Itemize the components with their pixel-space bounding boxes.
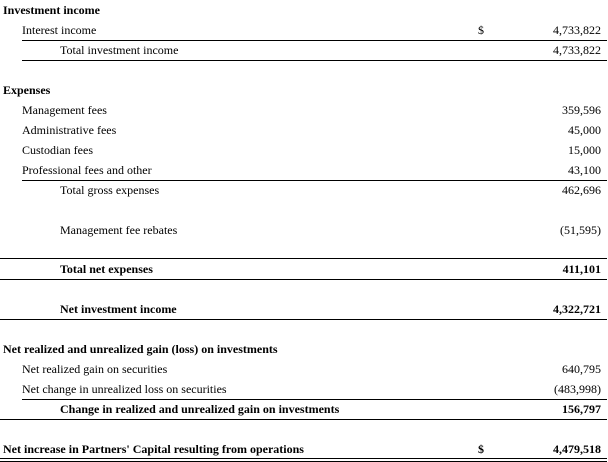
change-in-gain-value: 156,797 <box>562 402 601 416</box>
expenses-heading-row <box>0 80 608 100</box>
net-investment-income-label: Net investment income <box>60 302 177 316</box>
list-item <box>0 120 608 140</box>
total-gross-expenses-label: Total gross expenses <box>60 183 160 197</box>
total-investment-income-row <box>0 40 608 60</box>
net-increase-label: Net increase in Partners' Capital resulting from operations <box>3 442 304 456</box>
realized-gain-value: 640,795 <box>562 362 601 376</box>
expense-value: 359,596 <box>562 103 601 117</box>
double-underline <box>0 458 607 462</box>
expense-label: Administrative fees <box>22 123 117 137</box>
realized-gain-row <box>0 359 608 379</box>
gains-heading-row <box>0 339 608 359</box>
unrealized-loss-row <box>0 379 608 399</box>
expense-value: 15,000 <box>568 143 601 157</box>
divider <box>22 60 607 61</box>
list-item <box>0 160 608 180</box>
expense-value: 45,000 <box>568 123 601 137</box>
total-investment-income-label: Total investment income <box>60 43 179 57</box>
total-gross-expenses-value: 462,696 <box>562 183 601 197</box>
management-fee-rebates-label: Management fee rebates <box>60 223 178 237</box>
unrealized-loss-value: (483,998) <box>554 382 601 396</box>
investment-income-heading-row <box>0 0 608 20</box>
expense-label: Custodian fees <box>22 143 93 157</box>
total-net-expenses-row <box>0 259 608 279</box>
net-increase-currency: $ <box>478 442 484 456</box>
total-investment-income-value: 4,733,822 <box>553 43 601 57</box>
gains-heading: Net realized and unrealized gain (loss) on investments <box>3 342 278 356</box>
management-fee-rebates-value: (51,595) <box>560 223 601 237</box>
interest-income-value: 4,733,822 <box>553 23 601 37</box>
expenses-heading: Expenses <box>3 83 51 97</box>
total-net-expenses-value: 411,101 <box>562 262 601 276</box>
total-gross-expenses-row <box>0 180 608 200</box>
divider <box>0 319 607 320</box>
expense-value: 43,100 <box>568 163 601 177</box>
interest-income-row <box>0 20 608 40</box>
net-investment-income-value: 4,322,721 <box>553 302 601 316</box>
total-net-expenses-label: Total net expenses <box>60 262 153 276</box>
expense-label: Professional fees and other <box>22 163 152 177</box>
change-in-gain-label: Change in realized and unrealized gain on investments <box>60 402 340 416</box>
divider <box>0 419 607 420</box>
list-item <box>0 100 608 120</box>
expense-label: Management fees <box>22 103 107 117</box>
investment-income-heading: Investment income <box>3 3 100 17</box>
net-increase-value: 4,479,518 <box>553 442 601 456</box>
list-item <box>0 140 608 160</box>
interest-income-label: Interest income <box>22 23 97 37</box>
net-investment-income-row <box>0 299 608 319</box>
net-increase-row <box>0 439 608 459</box>
management-fee-rebates-row <box>0 220 608 240</box>
interest-income-currency: $ <box>478 23 484 37</box>
divider <box>0 279 607 280</box>
unrealized-loss-label: Net change in unrealized loss on securities <box>22 382 227 396</box>
change-in-gain-row <box>0 399 608 419</box>
realized-gain-label: Net realized gain on securities <box>22 362 168 376</box>
